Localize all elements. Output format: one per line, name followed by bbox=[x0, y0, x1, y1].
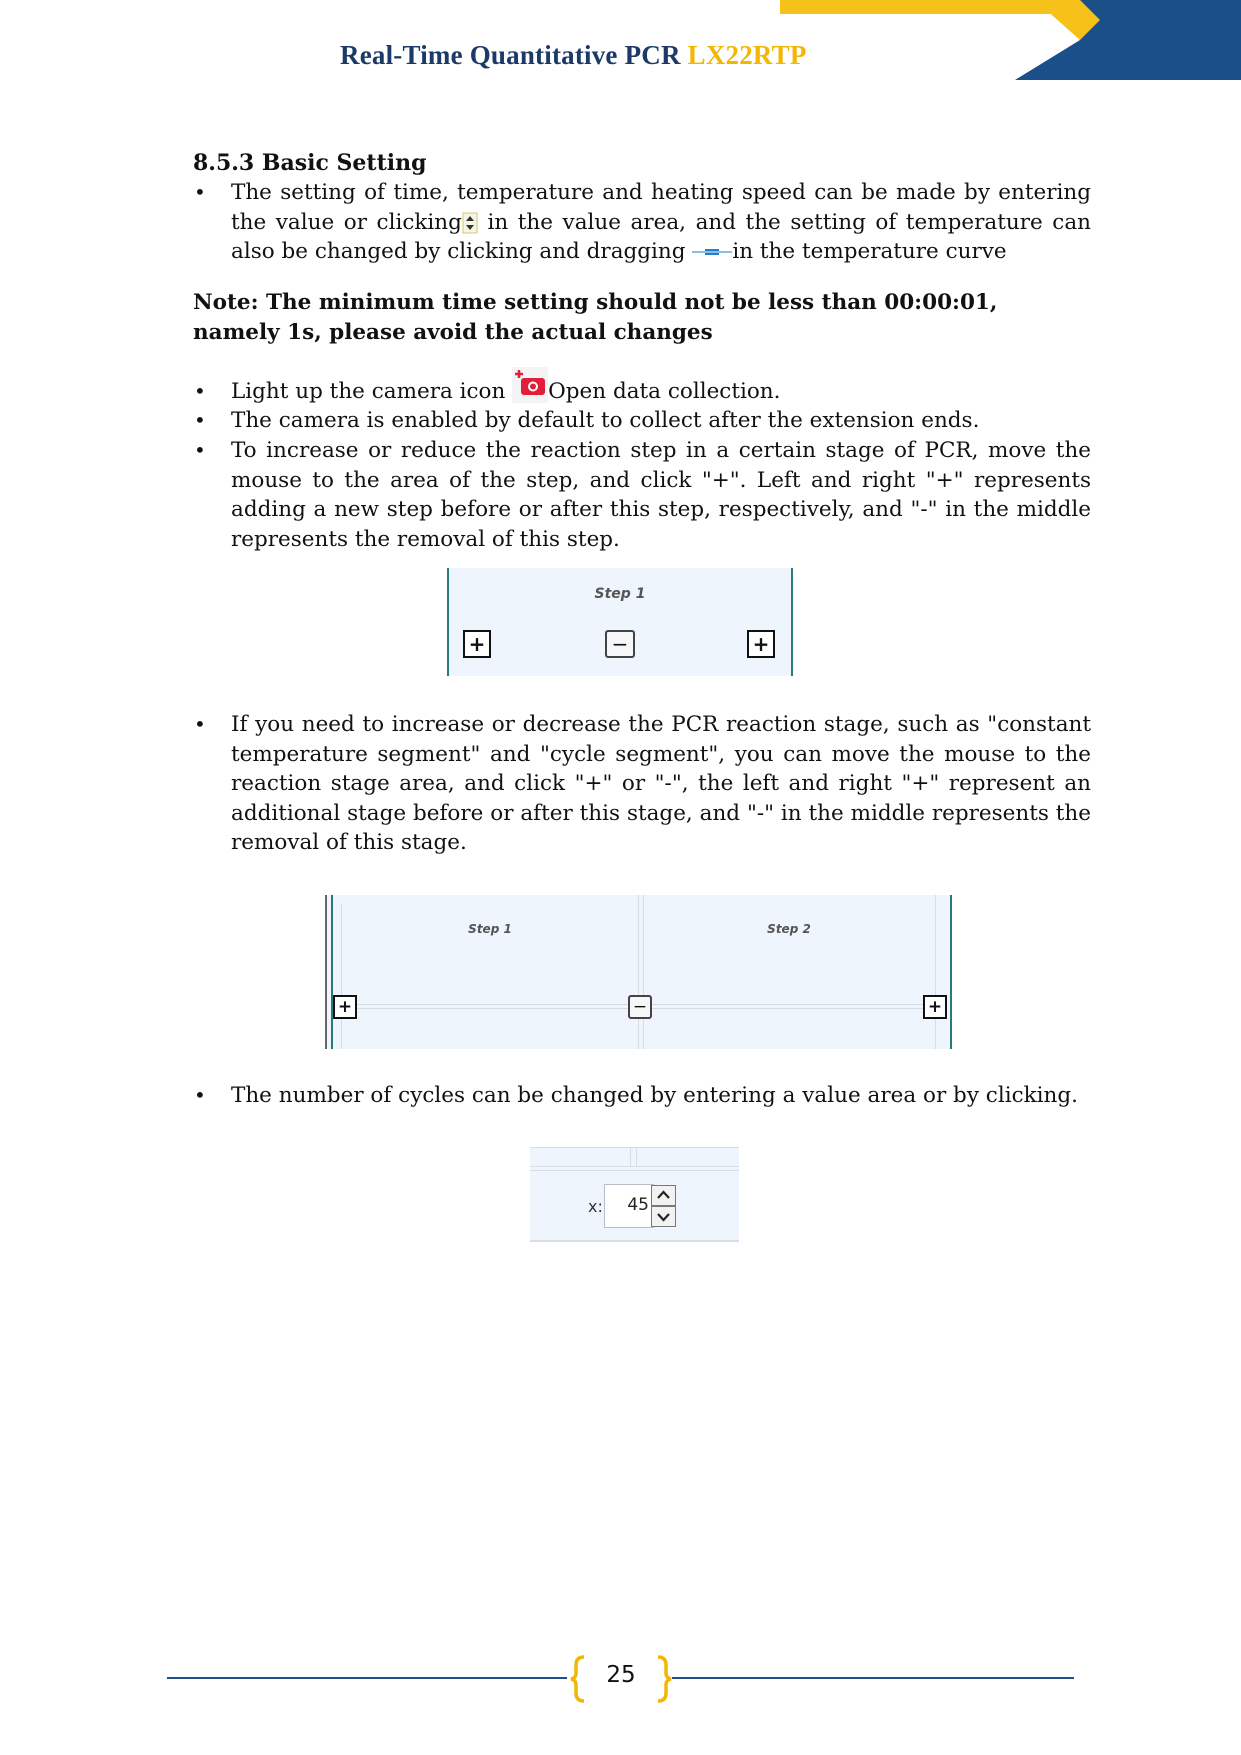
drag-handle-icon bbox=[692, 245, 732, 259]
bullet-step-change: To increase or reduce the reaction step in a certain stage of PCR, move the mouse to the area of the step, and click "+". Left and right "+" represents adding a new step before or after this step, respectively, and "-" in the middle represents the removal of this step. bbox=[231, 438, 1091, 552]
title-model: LX22RTP bbox=[687, 40, 807, 70]
step1-label: Step 1 bbox=[468, 922, 512, 936]
camera-icon bbox=[512, 367, 548, 403]
footer-bracket-left bbox=[568, 1655, 588, 1703]
footer-bracket-right bbox=[654, 1655, 674, 1703]
add-step-after-button[interactable]: + bbox=[747, 630, 775, 658]
header-decoration bbox=[780, 0, 1241, 82]
remove-stage-button[interactable]: − bbox=[628, 995, 652, 1019]
add-stage-after-button[interactable]: + bbox=[923, 995, 947, 1019]
bullet-camera-icon: Light up the camera icon Open data collection. bbox=[193, 377, 1091, 407]
add-step-before-button[interactable]: + bbox=[463, 630, 491, 658]
stage-border-left bbox=[331, 895, 333, 1049]
stage-editor-figure bbox=[325, 895, 952, 1049]
title-main: Real-Time Quantitative PCR bbox=[340, 40, 688, 70]
bullet-cycle-count: The number of cycles can be changed by entering a value area or by clicking. bbox=[231, 1083, 1078, 1108]
footer-line-left bbox=[167, 1677, 567, 1679]
cycle-count-figure bbox=[530, 1147, 739, 1242]
spinner-icon bbox=[462, 212, 478, 234]
cycle-decrement-button[interactable] bbox=[651, 1206, 676, 1227]
step2-label: Step 2 bbox=[767, 922, 811, 936]
step-border-left bbox=[447, 568, 449, 676]
bullet-camera-default: The camera is enabled by default to collect after the extension ends. bbox=[231, 408, 980, 433]
add-stage-before-button[interactable]: + bbox=[333, 995, 357, 1019]
cycle-increment-button[interactable] bbox=[651, 1185, 676, 1206]
page-number: 25 bbox=[606, 1662, 636, 1688]
chevron-down-icon bbox=[652, 1207, 675, 1226]
cycle-label: x: bbox=[588, 1197, 603, 1216]
cycle-input-value: 45 bbox=[627, 1195, 649, 1215]
stage-border-right bbox=[950, 895, 952, 1049]
bullet-value-setting: The setting of time, temperature and heating speed can be made by entering the value or clicking in the value area, and the setting of temperature can also be changed by clicking and dragging in the temperature curve bbox=[231, 180, 1091, 264]
step-divider bbox=[638, 895, 639, 1049]
remove-step-button[interactable]: − bbox=[605, 630, 635, 658]
cycle-input-box[interactable] bbox=[604, 1184, 654, 1228]
bullet-stage-change: If you need to increase or decrease the PCR reaction stage, such as "constant temperature segment" and "cycle segment", you can move the mouse to the reaction stage area, and click "+" or "-", the left and right "+" represent an additional stage before or after this stage, and "-" in the middle represents the removal of this stage. bbox=[231, 712, 1091, 855]
section-heading: 8.5.3 Basic Setting bbox=[193, 150, 427, 176]
document-title bbox=[340, 40, 807, 71]
footer-line-right bbox=[672, 1677, 1074, 1679]
step-editor-figure bbox=[447, 568, 793, 676]
step-label: Step 1 bbox=[594, 586, 646, 602]
note-text: Note: The minimum time setting should not be less than 00:00:01, namely 1s, please avoid the actual changes bbox=[193, 290, 998, 345]
chevron-up-icon bbox=[652, 1186, 675, 1205]
step-border-right bbox=[791, 568, 793, 676]
